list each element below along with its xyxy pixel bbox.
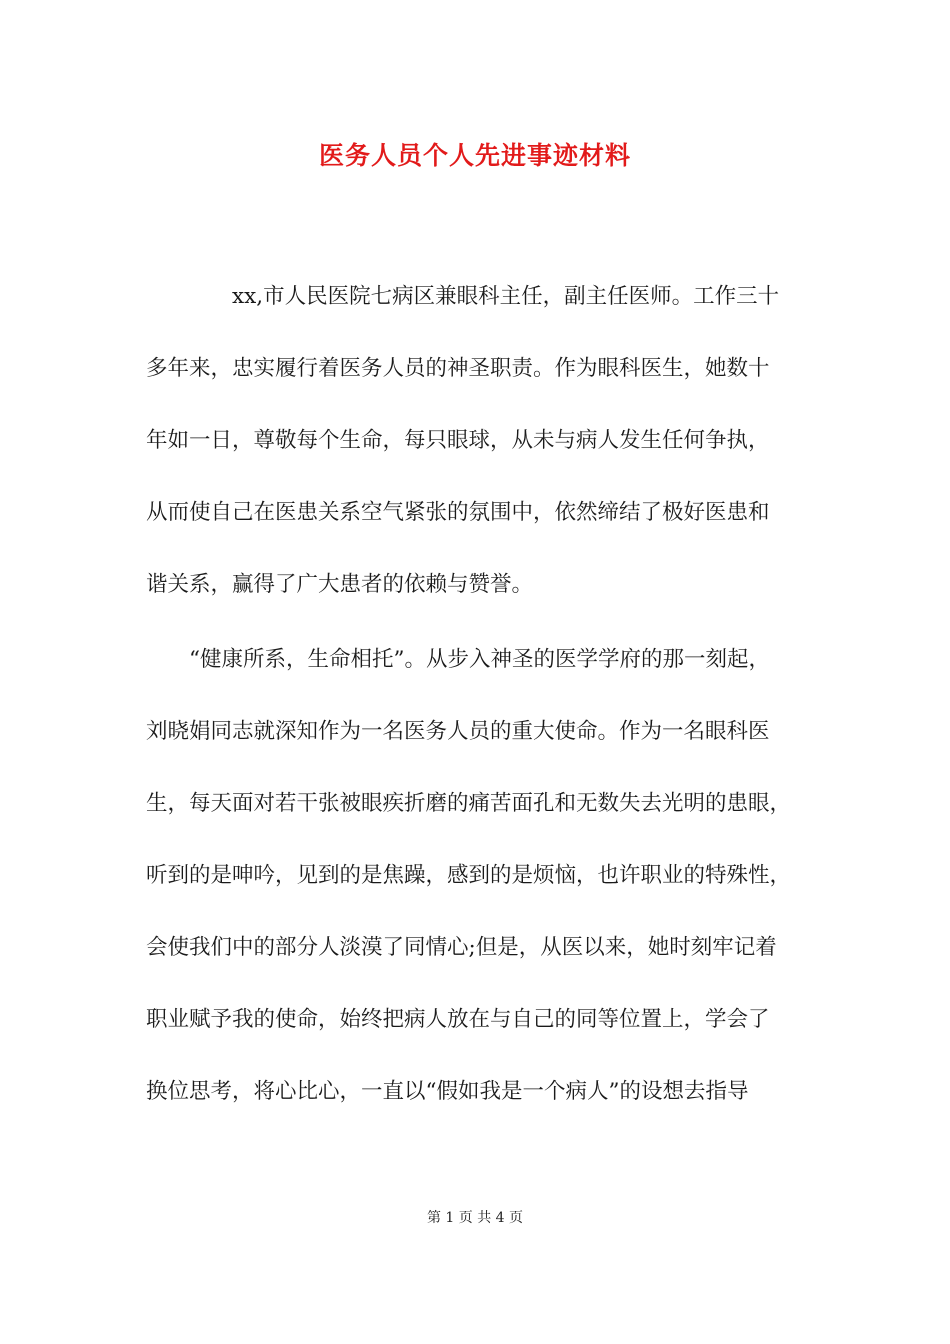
paragraph-line: “健康所系，生命相托”。从步入神圣的医学学府的那一刻起， bbox=[189, 647, 770, 672]
paragraph-line: 刘晓娟同志就深知作为一名医务人员的重大使命。作为一名眼科医 bbox=[146, 719, 770, 744]
paragraph-line: 从而使自己在医患关系空气紧张的氛围中，依然缔结了极好医患和 bbox=[146, 500, 770, 525]
paragraph-line: 多年来，忠实履行着医务人员的神圣职责。作为眼科医生，她数十 bbox=[146, 356, 770, 381]
page-footer: 第 1 页 共 4 页 bbox=[426, 1210, 524, 1226]
paragraph-line: 换位思考，将心比心，一直以“假如我是一个病人”的设想去指导 bbox=[146, 1079, 749, 1104]
paragraph-line: xx,市人民医院七病区兼眼科主任，副主任医师。工作三十 bbox=[232, 284, 780, 309]
paragraph-line: 听到的是呻吟，见到的是焦躁，感到的是烦恼，也许职业的特殊性， bbox=[146, 863, 792, 888]
paragraph-line: 职业赋予我的使命，始终把病人放在与自己的同等位置上，学会了 bbox=[146, 1007, 770, 1032]
document-title: 医务人员个人先进事迹材料 bbox=[318, 141, 631, 170]
paragraph-line: 生，每天面对若干张被眼疾折磨的痛苦面孔和无数失去光明的患眼， bbox=[146, 791, 792, 816]
paragraph-line: 年如一日，尊敬每个生命，每只眼球，从未与病人发生任何争执， bbox=[146, 428, 770, 453]
paragraph-line: 谐关系，赢得了广大患者的依赖与赞誉。 bbox=[146, 572, 534, 597]
paragraph-line: 会使我们中的部分人淡漠了同情心;但是，从医以来，她时刻牢记着 bbox=[146, 935, 777, 960]
